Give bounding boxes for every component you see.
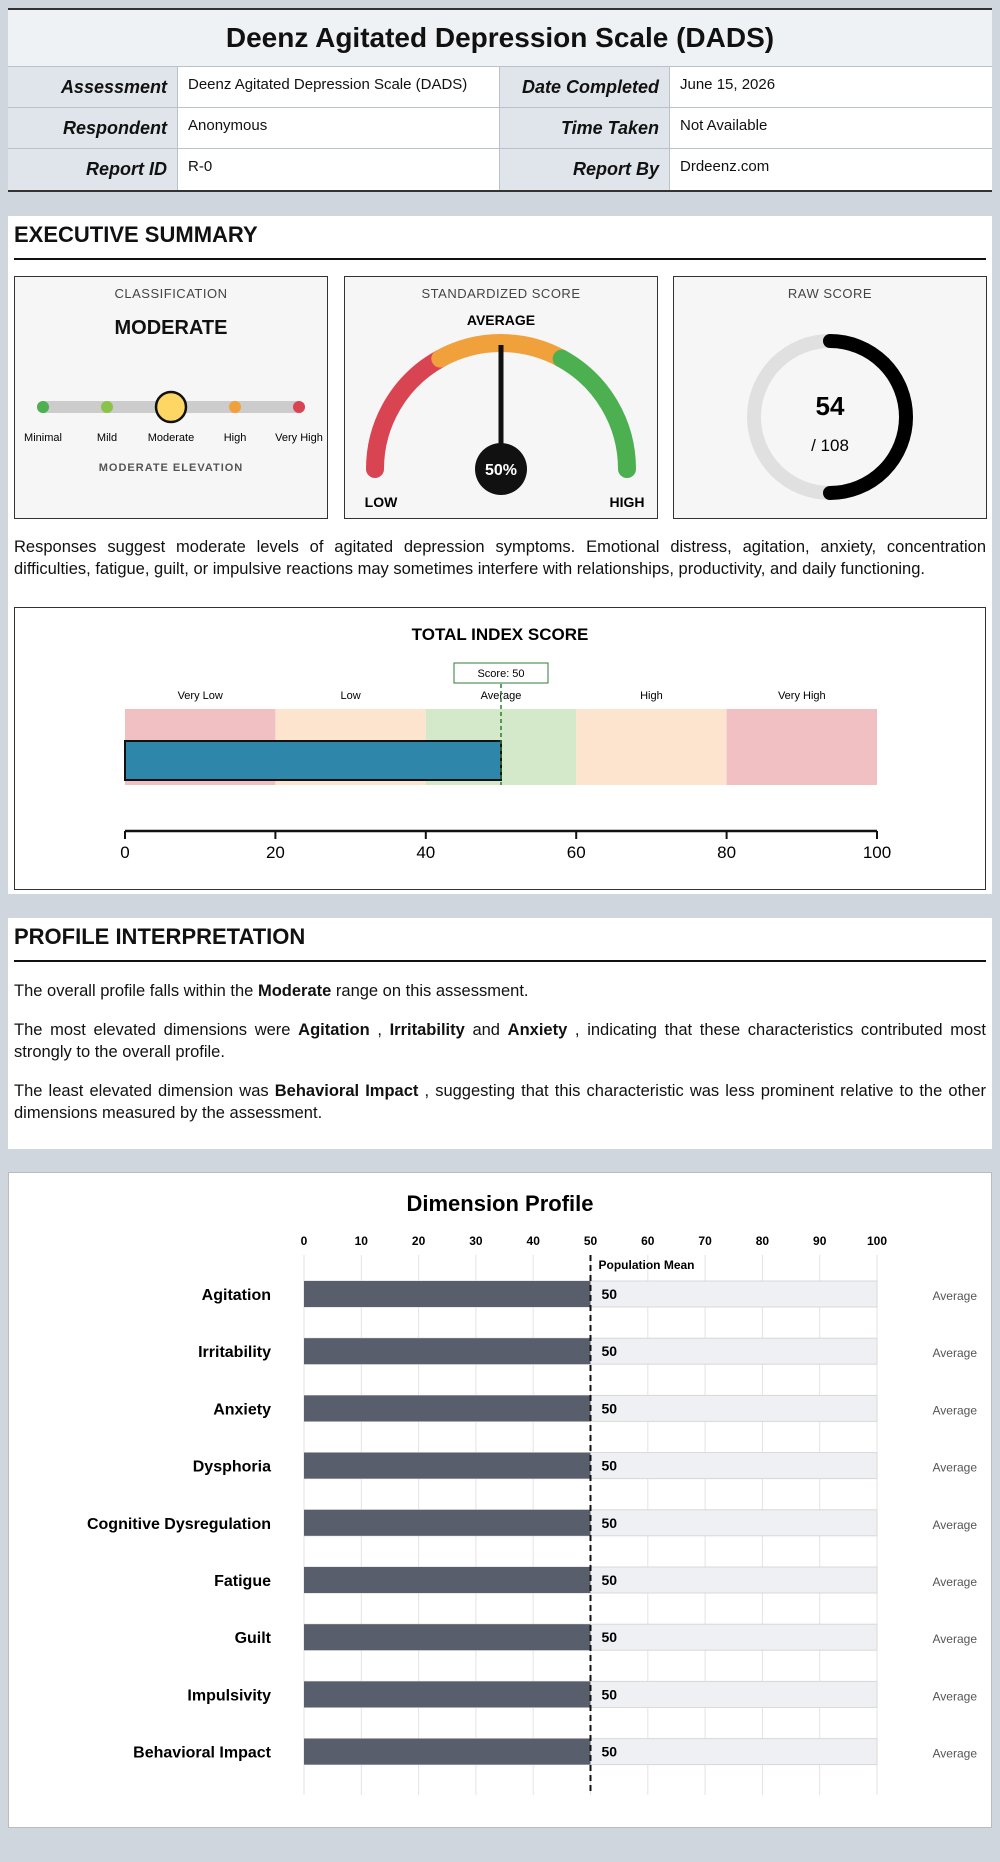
- dimension-category-label: Anxiety: [213, 1401, 271, 1419]
- dimension-bar: [304, 1567, 591, 1593]
- classification-sub-label: MODERATE ELEVATION: [98, 462, 244, 474]
- p1-text-a: The overall profile falls within the: [14, 982, 258, 1000]
- dimension-axis-tick-label: 20: [411, 1234, 426, 1248]
- report-title: Deenz Agitated Depression Scale (DADS): [8, 10, 992, 67]
- index-band-high: [576, 709, 726, 785]
- p3-text-c: , suggesting that this characteristic was less prominent relative to the other dimensions measured by the assessment.: [14, 1082, 986, 1122]
- index-axis-tick-label: 20: [265, 843, 285, 862]
- dimension-value-label: 50: [601, 1686, 618, 1703]
- report-id-value: R-0: [178, 149, 500, 190]
- dimension-bar: [304, 1739, 591, 1765]
- classification-value: MODERATE: [114, 317, 228, 339]
- gauge-arc-high: [562, 359, 627, 469]
- p2-text-a: The most elevated dimensions were: [14, 1021, 299, 1039]
- dimension-value-label: 50: [601, 1400, 618, 1417]
- p1-text-c: range on this assessment.: [331, 982, 529, 1000]
- dimension-axis-tick-label: 50: [583, 1234, 598, 1248]
- dimension-bar: [304, 1338, 591, 1364]
- total-index-title: TOTAL INDEX SCORE: [411, 625, 589, 644]
- respondent-label: Respondent: [8, 108, 178, 148]
- classification-dot-high: [229, 401, 241, 413]
- total-index-box: [14, 607, 986, 890]
- p2-dimension-1: Agitation: [298, 1021, 370, 1039]
- raw-score-ring: [674, 307, 986, 507]
- executive-summary-section: [8, 216, 992, 894]
- index-score-tag: Score: 50: [477, 668, 525, 680]
- dimension-category-label: Dysphoria: [192, 1458, 271, 1476]
- info-row-report-id: [8, 149, 992, 190]
- dimension-bar: [304, 1681, 591, 1707]
- classification-dot-very-high: [293, 401, 305, 413]
- classification-level-label: Minimal: [24, 432, 62, 444]
- gauge-low-label: LOW: [364, 494, 398, 510]
- dimension-level-label: Average: [932, 1460, 977, 1475]
- standardized-gauge: [345, 307, 657, 517]
- dimension-bar: [304, 1624, 591, 1650]
- raw-score-label: RAW SCORE: [787, 286, 873, 301]
- dimension-value-label: 50: [601, 1343, 618, 1360]
- dimension-level-label: Average: [932, 1517, 977, 1532]
- classification-dot-mild: [101, 401, 113, 413]
- interpretation-paragraph-2: [14, 1019, 986, 1063]
- assessment-label: Assessment: [8, 67, 178, 107]
- classification-level-label: Moderate: [147, 432, 195, 444]
- dimension-level-label: Average: [932, 1632, 977, 1647]
- classification-card: [14, 276, 328, 519]
- index-axis-tick-label: 60: [566, 843, 586, 862]
- index-band-label: Very Low: [177, 690, 223, 702]
- index-band-very-high: [727, 709, 877, 785]
- report-by-label: Report By: [500, 149, 670, 190]
- dimension-axis-tick-label: 80: [755, 1234, 770, 1248]
- dimension-category-label: Irritability: [198, 1344, 271, 1362]
- index-band-label: Very High: [777, 690, 826, 702]
- p2-text-c: , indicating that these characteristics contributed most strongly to the overall profile.: [14, 1021, 986, 1061]
- dimension-axis-tick-label: 0: [300, 1234, 308, 1248]
- dimension-level-label: Average: [932, 1689, 977, 1704]
- dimension-category-label: Behavioral Impact: [133, 1744, 271, 1762]
- classification-level-label: Very High: [275, 432, 323, 444]
- index-axis-tick-label: 40: [416, 843, 436, 862]
- p2-sep-2: and: [464, 1021, 508, 1039]
- p2-dimension-2: Irritability: [389, 1021, 465, 1039]
- classification-dot-moderate: [156, 392, 186, 422]
- p2-sep-1: ,: [369, 1021, 390, 1039]
- classification-level-label: Mild: [96, 432, 118, 444]
- gauge-percent: 50%: [484, 462, 518, 479]
- respondent-value: Anonymous: [178, 108, 500, 148]
- dimension-value-label: 50: [601, 1514, 618, 1531]
- time-taken-label: Time Taken: [500, 108, 670, 148]
- dimension-category-label: Cognitive Dysregulation: [86, 1515, 271, 1533]
- dimension-axis-tick-label: 40: [526, 1234, 540, 1248]
- dimension-category-label: Fatigue: [214, 1573, 271, 1590]
- date-completed-label: Date Completed: [500, 67, 670, 107]
- standardized-score-label: STANDARDIZED SCORE: [421, 286, 581, 301]
- dimension-value-label: 50: [601, 1457, 618, 1474]
- dimension-category-label: Impulsivity: [187, 1687, 271, 1705]
- index-band-label: Low: [340, 690, 361, 702]
- raw-score-max: / 108: [811, 436, 849, 455]
- interpretation-paragraph-1: [14, 980, 986, 1002]
- dimension-profile-chart: [9, 1173, 991, 1827]
- time-taken-value: Not Available: [680, 117, 768, 134]
- dimension-profile-title: Dimension Profile: [406, 1191, 594, 1216]
- p3-dimension: Behavioral Impact: [274, 1082, 419, 1100]
- info-row-respondent: [8, 108, 992, 149]
- index-axis-tick-label: 80: [717, 843, 737, 862]
- dimension-value-label: 50: [601, 1743, 618, 1760]
- raw-score-card: [673, 276, 987, 519]
- gauge-high-label: HIGH: [609, 494, 645, 510]
- dimension-bar: [304, 1510, 591, 1536]
- report-header: [8, 8, 992, 192]
- index-band-label: Average: [480, 690, 522, 702]
- dimension-level-label: Average: [932, 1289, 977, 1303]
- info-row-assessment: [8, 67, 992, 108]
- gauge-arc-low: [375, 359, 440, 469]
- dimension-axis-tick-label: 90: [813, 1234, 827, 1248]
- classification-label: CLASSIFICATION: [114, 286, 228, 301]
- date-completed-value: June 15, 2026: [680, 76, 776, 93]
- dimension-bar: [304, 1395, 591, 1421]
- classification-dot-minimal: [37, 401, 49, 413]
- standardized-score-card: [344, 276, 658, 519]
- dimension-level-label: Average: [932, 1403, 977, 1418]
- interpretation-paragraph-3: [14, 1080, 986, 1124]
- summary-text: Responses suggest moderate levels of agitated depression symptoms. Emotional distress, agitation, anxiety, concentration difficulties, fatigue, guilt, or impulsive reactions may sometimes interfere with relationships, productivity, and daily functioning.: [14, 538, 986, 578]
- p3-text-a: The least elevated dimension was: [14, 1082, 275, 1100]
- dimension-value-label: 50: [601, 1572, 618, 1588]
- raw-score-value: 54: [815, 391, 845, 421]
- classification-scale: [15, 377, 327, 467]
- executive-summary-title: EXECUTIVE SUMMARY: [14, 216, 986, 260]
- dimension-level-label: Average: [932, 1746, 977, 1761]
- dimension-axis-tick-label: 60: [641, 1234, 655, 1248]
- dimension-axis-tick-label: 100: [866, 1234, 888, 1248]
- p1-classification: Moderate: [257, 982, 332, 1000]
- dimension-value-label: 50: [601, 1286, 618, 1302]
- dimension-bar: [304, 1453, 591, 1479]
- dimension-category-label: Agitation: [201, 1287, 271, 1304]
- index-axis-tick-label: 100: [862, 843, 892, 862]
- dimension-bar: [304, 1281, 591, 1307]
- dimension-axis-tick-label: 30: [469, 1234, 483, 1248]
- report-id-label: Report ID: [8, 149, 178, 190]
- index-axis-tick-label: 0: [120, 843, 130, 862]
- assessment-value: Deenz Agitated Depression Scale (DADS): [178, 67, 500, 107]
- profile-interpretation-title: PROFILE INTERPRETATION: [14, 918, 986, 962]
- dimension-level-label: Average: [932, 1346, 977, 1361]
- gauge-value-label: AVERAGE: [466, 312, 536, 328]
- dimension-value-label: 50: [601, 1629, 618, 1646]
- dimension-axis-tick-label: 70: [698, 1234, 712, 1248]
- total-index-chart: [15, 608, 985, 889]
- dimension-category-label: Guilt: [234, 1630, 271, 1648]
- dimension-axis-tick-label: 10: [354, 1234, 368, 1248]
- report-by-value: Drdeenz.com: [680, 158, 770, 175]
- p2-dimension-3: Anxiety: [507, 1021, 568, 1039]
- population-mean-label: Population Mean: [598, 1258, 695, 1272]
- classification-level-label: High: [223, 432, 247, 444]
- dimension-level-label: Average: [932, 1575, 977, 1589]
- index-band-label: High: [640, 690, 663, 702]
- index-score-bar: [125, 741, 501, 780]
- profile-interpretation-section: [8, 918, 992, 1149]
- dimension-profile-box: [8, 1172, 992, 1828]
